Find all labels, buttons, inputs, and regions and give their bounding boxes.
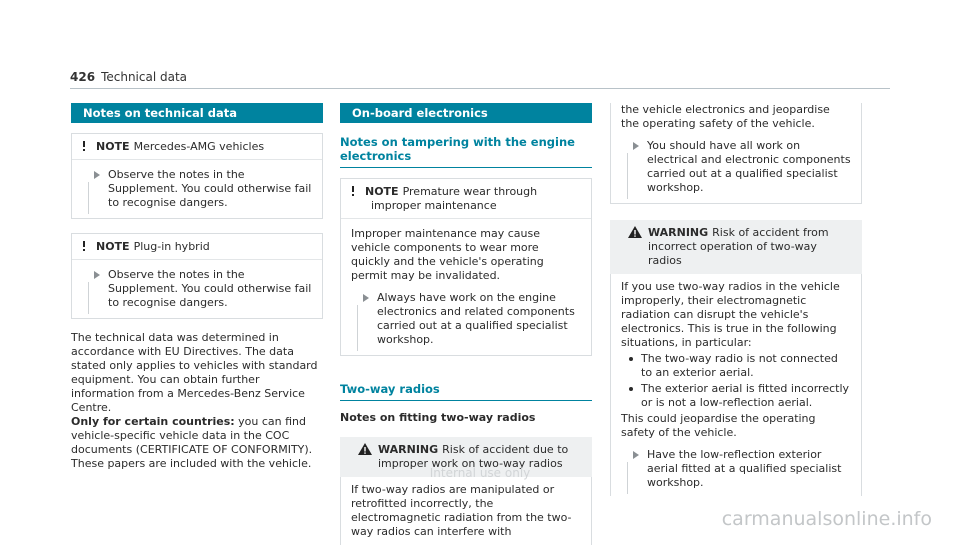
note-label: NOTE [96,140,130,153]
action-step: Observe the notes in the Supplement. You could otherwise fail to recognise dangers. [82,268,312,310]
warning-icon [628,226,642,238]
sub-heading: Two-way radios [340,382,592,401]
section-bar: Notes on technical data [71,103,323,123]
note-icon [349,186,357,196]
warning-label: WARNING [648,226,709,239]
arrow-icon [633,142,639,150]
page-header [70,70,187,84]
warning-title: Risk of accident from incorrect operation of two-way radios [648,226,829,267]
action-step: Always have work on the engine electronics and related components carried out at a qualified specialist workshop. [351,291,581,347]
note-box [71,233,323,319]
arrow-icon [363,294,369,302]
note-label: NOTE [365,185,399,198]
section-bar: On-board electronics [340,103,592,123]
warning-body: If you use two-way radios in the vehicle improperly, their electromagnetic radiation can disrupt the vehicle's electronics. This is true in the following situations, in particular: The two-way radio is not connected to an exterior aerial. The exterior aerial is fitted incorrectly or is not a low-reflection aerial. This could jeopardise the operating safety of the vehicle. Have the low-reflection exterior aerial fitted at a qualified specialist workshop. [610,274,862,496]
footer-site: carmanualsonline.info [721,508,932,530]
sub-heading: Notes on tampering with the engine electronics [340,135,592,168]
note-label: NOTE [96,240,130,253]
warning-title: Risk of accident due to improper work on two-way radios [378,443,569,470]
warning-continued: the vehicle electronics and jeopardise the operating safety of the vehicle. You should have all work on electrical and electronic components carried out at a qualified specialist workshop. [610,103,862,204]
warning-icon [358,443,372,455]
column-1 [71,103,323,471]
heading: Notes on fitting two-way radios [340,411,536,424]
note-title: Plug-in hybrid [133,240,210,253]
note-title: Premature wear through improper maintenance [371,185,538,212]
action-step: You should have all work on electrical and electronic components carried out at a qualified specialist workshop. [621,139,851,195]
note-box [71,133,323,219]
arrow-icon [94,171,100,179]
warning-header [610,220,862,274]
note-icon [80,241,88,251]
action-step: Observe the notes in the Supplement. You could otherwise fail to recognise dangers. [82,168,312,210]
section-title: Technical data [101,70,188,84]
warning-label: WARNING [378,443,439,456]
bullet-item: The two-way radio is not connected to an exterior aerial. [621,352,851,380]
watermark: Internal use only [429,466,531,480]
arrow-icon [94,271,100,279]
action-step: Have the low-reflection exterior aerial fitted at a qualified specialist workshop. [621,448,851,490]
warning-body: If two-way radios are manipulated or retrofitted incorrectly, the electromagnetic radiation from the two-way radios can interfere with [340,477,592,545]
column-3 [610,103,862,496]
bullet-item: The exterior aerial is fitted incorrectly or is not a low-reflection aerial. [621,382,851,410]
note-box: NOTE Premature wear through improper maintenance Improper maintenance may cause vehicle components to wear more quickly and the vehicle's operating permit may be invalidated. Always have work on the engine electronics and related components carried out at a qualified specialist workshop. [340,178,592,356]
arrow-icon [633,451,639,459]
page-number: 426 [70,70,96,84]
note-title: Mercedes-AMG vehicles [133,140,265,153]
header-rule [70,88,890,89]
note-icon [80,141,88,151]
paragraph: The technical data was determined in accordance with EU Directives. The data stated only applies to vehicles with standard equipment. You can obtain further information from a Mercedes-Benz Service Centre. [71,331,318,414]
paragraph: Only for certain countries: you can find vehicle-specific vehicle data in the COC documents (CERTIFICATE OF CONFORMITY). These papers are included with the vehicle. [71,415,313,470]
